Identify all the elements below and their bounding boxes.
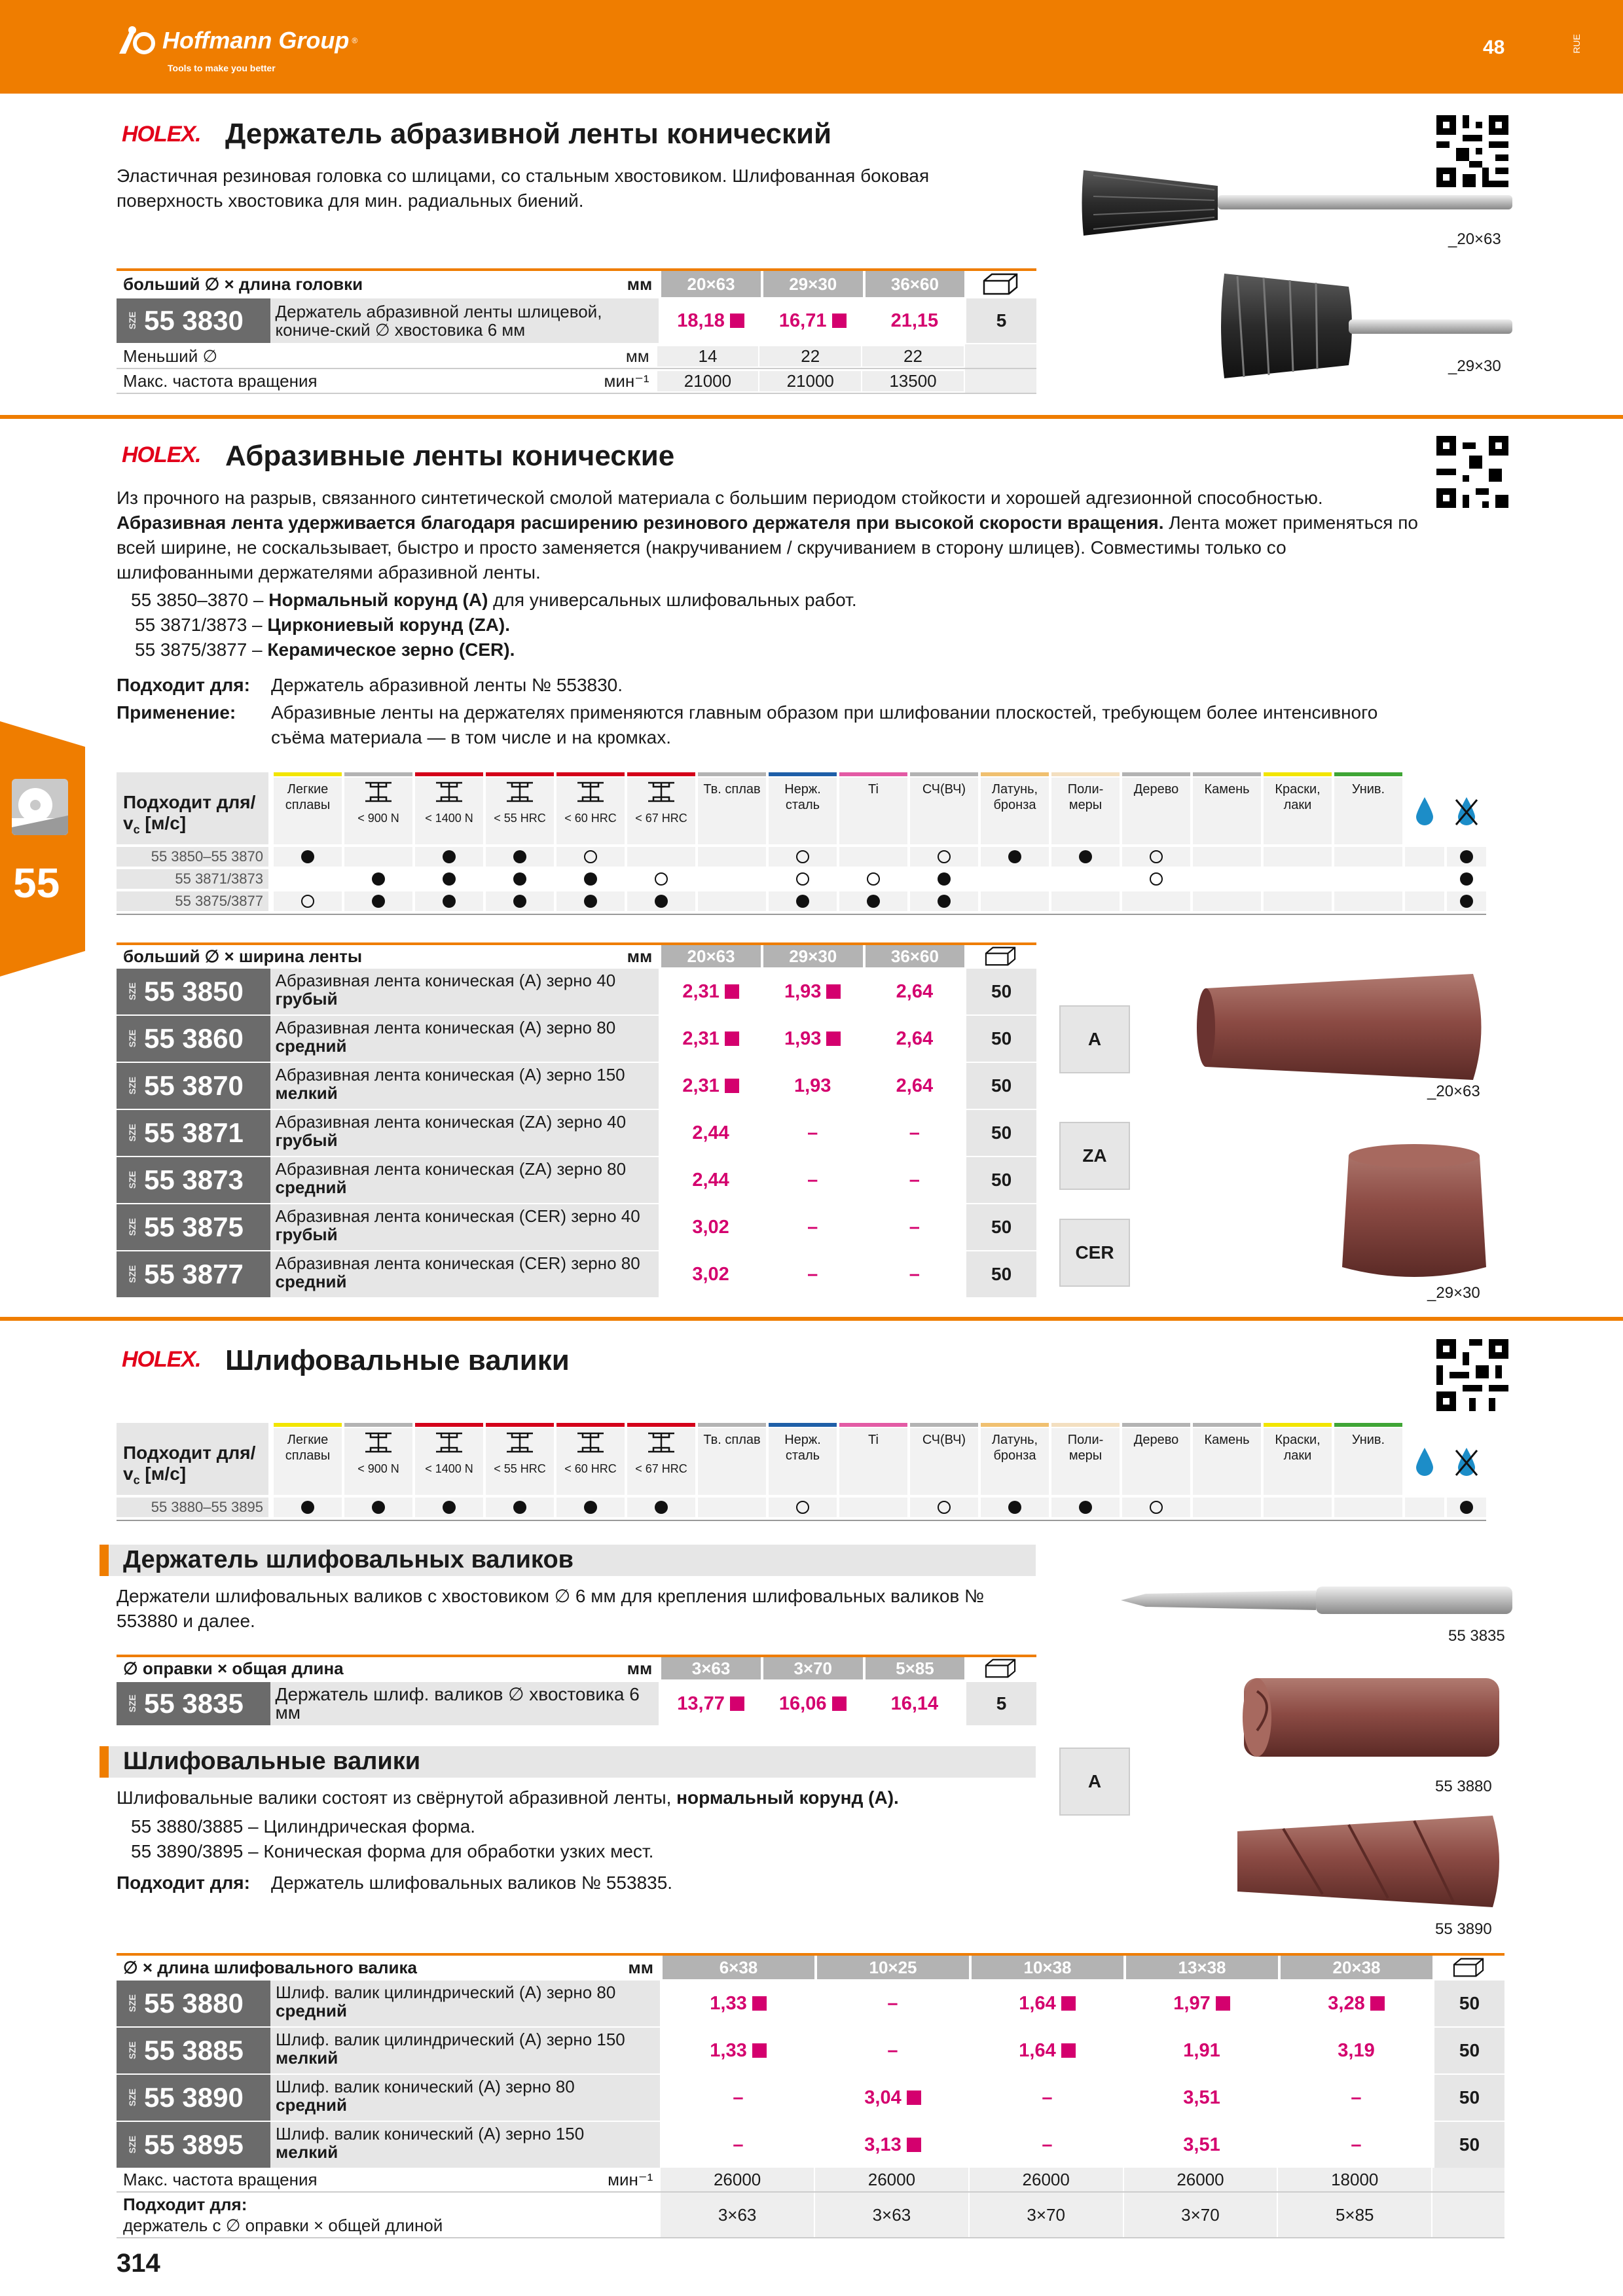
- price: –: [761, 1204, 863, 1250]
- product-desc: Абразивная лента коническая (ZA) зерно 80 средний: [270, 1157, 659, 1203]
- matrix-cell: [1264, 869, 1332, 889]
- matrix-cell: [981, 891, 1049, 911]
- product-code: SZE 55 3871: [117, 1110, 270, 1156]
- product-code: SZE 55 3895: [117, 2122, 270, 2168]
- matrix-cell: [981, 1498, 1049, 1517]
- matrix-col-header: Тв. сплав: [698, 1428, 766, 1495]
- matrix-col-header: Легкие сплавы: [274, 778, 342, 844]
- matrix-cell: [1193, 1498, 1261, 1517]
- product-code: SZE 55 3870: [117, 1063, 270, 1109]
- matrix-col-header: < 900 N: [344, 1428, 412, 1495]
- matrix-cell: [698, 847, 766, 867]
- roll-holder-image: [1120, 1577, 1512, 1626]
- price: 1,91: [1123, 2028, 1278, 2073]
- abrasive-band-image-1: [1192, 969, 1493, 1090]
- price: 3,02: [659, 1204, 761, 1250]
- steel-beam-icon: [647, 781, 676, 802]
- matrix-cell: [910, 891, 978, 911]
- price: –: [761, 1251, 863, 1297]
- product-desc: Абразивная лента коническая (A) зерно 40 грубый: [270, 969, 659, 1014]
- price: 21,15: [863, 298, 965, 343]
- steel-beam-icon: [364, 1432, 393, 1453]
- price: 2,31: [659, 1063, 761, 1109]
- pack-qty: 5: [964, 298, 1036, 343]
- material-matrix: [117, 772, 1504, 918]
- matrix-cell: [910, 1498, 978, 1517]
- matrix-cell: [1264, 1498, 1332, 1517]
- price: 18,18: [659, 298, 761, 343]
- product-desc: Держатель шлиф. валиков ∅ хвостовика 6 мм: [270, 1682, 659, 1725]
- pack-qty: 50: [1432, 1981, 1504, 2026]
- matrix-col-header: < 1400 N: [415, 1428, 483, 1495]
- matrix-cell: [1193, 847, 1261, 867]
- product-row[interactable]: [117, 1016, 1036, 1062]
- matrix-cell: [910, 869, 978, 889]
- matrix-col-header: < 60 HRC: [556, 1428, 625, 1495]
- price: 3,28: [1278, 1981, 1432, 2026]
- pack-qty: 50: [964, 969, 1036, 1014]
- pack-qty: 50: [1432, 2028, 1504, 2073]
- price: 16,71: [761, 298, 863, 343]
- matrix-cell: [556, 847, 625, 867]
- matrix-cell: [769, 869, 837, 889]
- package-icon: [964, 1659, 1036, 1678]
- section1-title: Держатель абразивной ленты конический: [225, 118, 832, 150]
- price: –: [863, 1251, 965, 1297]
- matrix-cell: [344, 869, 412, 889]
- product-row[interactable]: [117, 1251, 1036, 1297]
- price: 1,93: [761, 1016, 863, 1062]
- section2-list: 55 3850–3870 – Нормальный корунд (A) для универсальных шлифовальных работ. 55 3871/3873 – Циркониевый корунд (ZA). 55 3875/3877 – Керамическое зерно (CER).: [131, 590, 857, 660]
- matrix-cell: [1264, 891, 1332, 911]
- fit-row: Подходит для: держатель с ∅ оправки × общей длиной 3×63 3×63 3×70 3×70 5×85: [117, 2193, 1504, 2238]
- matrix-cell: [274, 847, 342, 867]
- price: 3,13: [814, 2122, 969, 2168]
- table3-header: ∅ оправки × общая длина мм 3×63 3×70 5×85: [117, 1657, 1036, 1679]
- holex-logo: HOLEX.: [122, 122, 201, 147]
- band-image-label-2: _29×30: [1427, 1284, 1480, 1302]
- dry-icon: [1447, 1428, 1486, 1495]
- brand-name: Hoffmann Group: [162, 27, 350, 54]
- product-row[interactable]: [117, 2075, 1504, 2121]
- table1-header: больший ∅ × длина головки мм 20×63 29×30 36×60: [117, 271, 1036, 297]
- matrix-col-header: Унив.: [1334, 1428, 1402, 1495]
- matrix-cell: [769, 1498, 837, 1517]
- matrix-cell: [415, 891, 483, 911]
- matrix-cell: [274, 891, 342, 911]
- section2-title: Абразивные ленты конические: [225, 440, 675, 472]
- matrix-cell: [274, 869, 342, 889]
- pack-qty: 50: [964, 1204, 1036, 1250]
- matrix-cell: [627, 891, 695, 911]
- matrix-cell: [839, 847, 907, 867]
- matrix-cell: [698, 1498, 766, 1517]
- price: 1,33: [660, 2028, 814, 2073]
- product-row[interactable]: [117, 1110, 1036, 1156]
- price: 3,02: [659, 1251, 761, 1297]
- steel-beam-icon: [576, 781, 605, 802]
- price: –: [969, 2075, 1123, 2121]
- price: –: [814, 1981, 969, 2026]
- product-row[interactable]: [117, 2028, 1504, 2073]
- hoffmann-logo-icon: [117, 25, 158, 56]
- grain-badge-cer: CER: [1059, 1219, 1130, 1287]
- price: 3,51: [1123, 2075, 1278, 2121]
- product-code: SZE 55 3885: [117, 2028, 270, 2073]
- matrix-col-header: Дерево: [1122, 1428, 1190, 1495]
- steel-beam-icon: [364, 781, 393, 802]
- product-desc: Держатель абразивной ленты шлицевой, кониче-ский ∅ хвостовика 6 мм: [270, 298, 659, 343]
- product-desc: Шлиф. валик цилиндрический (A) зерно 150 мелкий: [270, 2028, 660, 2073]
- matrix-cell: [486, 869, 554, 889]
- rolls-list: 55 3880/3885 – Цилиндрическая форма. 55 3890/3895 – Коническая форма для обработки узких мест.: [131, 1816, 654, 1861]
- matrix-cell: [344, 1498, 412, 1517]
- product-desc: Абразивная лента коническая (CER) зерно 80 средний: [270, 1251, 659, 1297]
- matrix-cell: [556, 1498, 625, 1517]
- matrix-cell: [627, 869, 695, 889]
- matrix-cell: [344, 891, 412, 911]
- section2-application: Применение: Абразивные ленты на держателях применяются главным образом при шлифовании плоскостей, требующем более интенсивного съёма материала — в том числе и на кромках.: [117, 702, 1378, 747]
- roll-image-conical: [1231, 1809, 1506, 1917]
- matrix-col-header: СЧ(ВЧ): [910, 778, 978, 844]
- product-desc: Абразивная лента коническая (A) зерно 150 мелкий: [270, 1063, 659, 1109]
- matrix-col-header: Латунь, бронза: [981, 1428, 1049, 1495]
- matrix-cell: [1122, 847, 1190, 867]
- matrix-cell: [627, 847, 695, 867]
- matrix-cell: [1051, 847, 1120, 867]
- matrix-col-header: Камень: [1193, 1428, 1261, 1495]
- price: 2,64: [863, 1063, 965, 1109]
- roll-image-cylindrical: [1237, 1665, 1506, 1773]
- price: 3,04: [814, 2075, 969, 2121]
- wet-icon: [1405, 778, 1444, 844]
- price: –: [863, 1110, 965, 1156]
- dry-icon: [1447, 778, 1486, 844]
- grain-badge-a: A: [1059, 1748, 1130, 1816]
- page-number-bottom: 314: [117, 2249, 160, 2278]
- matrix-col-header: Поли-меры: [1051, 778, 1120, 844]
- product-row[interactable]: [117, 969, 1036, 1014]
- matrix-col-header: Камень: [1193, 778, 1261, 844]
- pack-qty: 50: [964, 1110, 1036, 1156]
- pack-qty: 50: [964, 1157, 1036, 1203]
- price: 1,93: [761, 969, 863, 1014]
- product-desc: Шлиф. валик конический (A) зерно 80 средний: [270, 2075, 660, 2121]
- matrix-cell: [1193, 891, 1261, 911]
- price: 2,44: [659, 1157, 761, 1203]
- section-divider: [0, 1317, 1623, 1321]
- price: –: [761, 1110, 863, 1156]
- matrix-cell: [839, 891, 907, 911]
- product-row[interactable]: [117, 1981, 1504, 2026]
- qr-code-icon[interactable]: [1436, 436, 1508, 508]
- matrix-cell: [1193, 869, 1261, 889]
- holder-text: Держатели шлифовальных валиков с хвостовиком ∅ 6 мм для крепления шлифовальных валиков № 553880 и далее.: [117, 1586, 985, 1631]
- matrix-col-header: Ti: [839, 778, 907, 844]
- matrix-cell: [1051, 891, 1120, 911]
- price: 1,93: [761, 1063, 863, 1109]
- pack-qty: 50: [1432, 2075, 1504, 2121]
- table1-product-row[interactable]: [117, 298, 1036, 343]
- holder-product-row[interactable]: [117, 1682, 1036, 1725]
- price: 1,33: [660, 1981, 814, 2026]
- matrix-row-label: 55 3871/3873: [117, 869, 268, 889]
- steel-beam-icon: [435, 1432, 464, 1453]
- price: 3,51: [1123, 2122, 1278, 2168]
- lang-code: RUE: [1571, 34, 1582, 54]
- package-icon: [964, 946, 1036, 966]
- matrix-col-header: Краски, лаки: [1264, 1428, 1332, 1495]
- rolls-fits: Подходит для: Держатель шлифовальных валиков № 553835.: [117, 1873, 673, 1893]
- matrix-cell: [556, 891, 625, 911]
- price: –: [660, 2075, 814, 2121]
- holex-logo: HOLEX.: [122, 1347, 201, 1372]
- matrix-cell: [556, 869, 625, 889]
- matrix-cell: [1122, 869, 1190, 889]
- product-desc: Абразивная лента коническая (ZA) зерно 40 грубый: [270, 1110, 659, 1156]
- matrix-col-header: Латунь, бронза: [981, 778, 1049, 844]
- product-row[interactable]: [117, 2122, 1504, 2168]
- steel-beam-icon: [505, 1432, 534, 1453]
- product-row[interactable]: [117, 1157, 1036, 1203]
- matrix-col-header: Унив.: [1334, 778, 1402, 844]
- matrix-cell: [769, 891, 837, 911]
- matrix-cell: [981, 869, 1049, 889]
- rolls-heading: Шлифовальные валики: [123, 1748, 421, 1775]
- matrix-col-header: Краски, лаки: [1264, 778, 1332, 844]
- matrix-cell: [627, 1498, 695, 1517]
- matrix-cell: [981, 847, 1049, 867]
- product-desc: Абразивная лента коническая (CER) зерно 40 грубый: [270, 1204, 659, 1250]
- pack-qty: 50: [964, 1063, 1036, 1109]
- product-code: SZE 55 3880: [117, 1981, 270, 2026]
- matrix-row-label: 55 3880–55 3895: [117, 1498, 268, 1517]
- product-code: SZE 55 3830: [117, 298, 270, 343]
- speed-row: Макс. частота вращения мин⁻¹ 26000 26000 26000 26000 18000: [117, 2168, 1504, 2193]
- product-code: SZE 55 3875: [117, 1204, 270, 1250]
- matrix-col-header: < 55 HRC: [486, 1428, 554, 1495]
- steel-beam-icon: [505, 781, 534, 802]
- material-matrix: [117, 1423, 1504, 1524]
- matrix-row-label: 55 3875/3877: [117, 891, 268, 911]
- matrix-col-header: Легкие сплавы: [274, 1428, 342, 1495]
- pack-qty: 50: [964, 1251, 1036, 1297]
- matrix-cell: [1334, 847, 1402, 867]
- rolls-text: Шлифовальные валики состоят из свёрнутой абразивной ленты, нормальный корунд (A).: [117, 1787, 899, 1808]
- price: 1,97: [1123, 1981, 1278, 2026]
- matrix-cell: [415, 1498, 483, 1517]
- price: 3,19: [1278, 2028, 1432, 2073]
- matrix-col-header: < 67 HRC: [627, 778, 695, 844]
- wet-icon: [1405, 1428, 1444, 1495]
- qr-code-icon[interactable]: [1436, 1339, 1508, 1411]
- holder-image-label: 55 3835: [1448, 1627, 1505, 1645]
- holder-image-label-1: _20×63: [1448, 230, 1501, 248]
- package-icon: [1432, 1958, 1504, 1977]
- matrix-cell: [1334, 891, 1402, 911]
- grain-badge-za: ZA: [1059, 1122, 1130, 1190]
- matrix-cell: [1051, 869, 1120, 889]
- matrix-cell: [274, 1498, 342, 1517]
- price: –: [814, 2028, 969, 2073]
- price: –: [1278, 2122, 1432, 2168]
- section2-fits: Подходит для: Держатель абразивной ленты № 553830.: [117, 675, 623, 695]
- matrix-col-header: Нерж. сталь: [769, 1428, 837, 1495]
- matrix-cell: [910, 847, 978, 867]
- matrix-col-header: Нерж. сталь: [769, 778, 837, 844]
- section3-title: Шлифовальные валики: [225, 1344, 570, 1376]
- price: 2,44: [659, 1110, 761, 1156]
- price: 1,64: [969, 2028, 1123, 2073]
- package-icon: [964, 273, 1036, 295]
- matrix-col-header: < 60 HRC: [556, 778, 625, 844]
- holder-heading: Держатель шлифовальных валиков: [123, 1546, 574, 1573]
- matrix-col-header: < 67 HRC: [627, 1428, 695, 1495]
- price: –: [660, 2122, 814, 2168]
- holder-image-large: [1080, 157, 1512, 252]
- matrix-title: Подходит для/ $v_c$ [м/с]: [123, 792, 256, 836]
- pack-qty: 50: [1432, 2122, 1504, 2168]
- grain-badge-a: A: [1059, 1005, 1130, 1073]
- rolls-table: [117, 1956, 1504, 2238]
- section2-intro: Из прочного на разрыв, связанного синтетической смолой материала с большим периодом стойкости и хорошей адгезионной способностью. Абразивная лента удерживается благодаря расширению резинового держателя при высокой скорости вращения. Лента может применяться по всей ширине, не соскальзывает, быстро и просто заменяется (накручиванием / скручиванием в сторону шлицев). Совместимы только со шлифованными держателями абразивной ленты.: [117, 488, 1418, 583]
- pack-qty: 5: [964, 1682, 1036, 1725]
- product-code: SZE 55 3850: [117, 969, 270, 1014]
- grinding-icon: [12, 779, 68, 835]
- matrix-cell: [486, 847, 554, 867]
- matrix-col-header: < 1400 N: [415, 778, 483, 844]
- price: –: [969, 2122, 1123, 2168]
- matrix-cell: [839, 1498, 907, 1517]
- matrix-cell: [839, 869, 907, 889]
- matrix-row-label: 55 3850–55 3870: [117, 847, 268, 867]
- product-code: SZE 55 3873: [117, 1157, 270, 1203]
- price: –: [761, 1157, 863, 1203]
- brand-tagline: Tools to make you better: [168, 63, 276, 73]
- steel-beam-icon: [576, 1432, 605, 1453]
- price: –: [863, 1157, 965, 1203]
- holex-logo: HOLEX.: [122, 442, 201, 467]
- matrix-cell: [415, 869, 483, 889]
- matrix-cell: [1122, 891, 1190, 911]
- table2-rows: [117, 969, 1036, 1299]
- holder-image-label-2: _29×30: [1448, 357, 1501, 375]
- matrix-cell: [1334, 1498, 1402, 1517]
- price: 16,14: [863, 1682, 965, 1725]
- product-desc: Шлиф. валик конический (A) зерно 150 мелкий: [270, 2122, 660, 2168]
- matrix-cell: [1334, 869, 1402, 889]
- matrix-col-header: Дерево: [1122, 778, 1190, 844]
- price: 16,06: [761, 1682, 863, 1725]
- product-code: SZE 55 3877: [117, 1251, 270, 1297]
- matrix-cell: [486, 891, 554, 911]
- product-row[interactable]: [117, 1063, 1036, 1109]
- product-desc: Шлиф. валик цилиндрический (A) зерно 80 средний: [270, 1981, 660, 2026]
- matrix-title: Подходит для/ $v_c$ [м/с]: [123, 1443, 256, 1487]
- product-code: SZE 55 3860: [117, 1016, 270, 1062]
- product-desc: Абразивная лента коническая (A) зерно 80 средний: [270, 1016, 659, 1062]
- page-number-top: 48: [1483, 37, 1505, 58]
- product-row[interactable]: [117, 1204, 1036, 1250]
- roll-image-label-1: 55 3880: [1435, 1778, 1492, 1795]
- matrix-cell: [344, 847, 412, 867]
- matrix-col-header: Ti: [839, 1428, 907, 1495]
- section-divider: [0, 415, 1623, 419]
- price: 2,31: [659, 1016, 761, 1062]
- roll-image-label-2: 55 3890: [1435, 1920, 1492, 1938]
- price: 1,64: [969, 1981, 1123, 2026]
- matrix-cell: [486, 1498, 554, 1517]
- side-tab-number: 55: [13, 859, 60, 906]
- abrasive-band-image-2: [1336, 1136, 1493, 1290]
- matrix-cell: [415, 847, 483, 867]
- table4-header: ∅ × длина шлифовального валика мм 6×38 10×25 10×38 13×38 20×38: [117, 1956, 1504, 1979]
- matrix-cell: [1264, 847, 1332, 867]
- price: –: [863, 1204, 965, 1250]
- matrix-col-header: < 900 N: [344, 778, 412, 844]
- table1-extra-rows: Меньший ∅ мм 14 22 22 Макс. частота вращения мин⁻¹ 21000 21000 13500: [117, 344, 1036, 394]
- table2-header: больший ∅ × ширина ленты мм 20×63 29×30 36×60: [117, 945, 1036, 967]
- product-code: SZE 55 3890: [117, 2075, 270, 2121]
- matrix-cell: [1051, 1498, 1120, 1517]
- matrix-cell: [698, 891, 766, 911]
- steel-beam-icon: [435, 781, 464, 802]
- price: 13,77: [659, 1682, 761, 1725]
- matrix-col-header: СЧ(ВЧ): [910, 1428, 978, 1495]
- price: 2,31: [659, 969, 761, 1014]
- matrix-col-header: Поли-меры: [1051, 1428, 1120, 1495]
- matrix-cell: [1122, 1498, 1190, 1517]
- matrix-cell: [769, 847, 837, 867]
- brand-logo: Hoffmann Group ®: [117, 25, 357, 56]
- pack-qty: 50: [964, 1016, 1036, 1062]
- band-image-label-1: _20×63: [1427, 1083, 1480, 1100]
- price: –: [1278, 2075, 1432, 2121]
- matrix-cell: [698, 869, 766, 889]
- matrix-col-header: Тв. сплав: [698, 778, 766, 844]
- side-tab[interactable]: [0, 721, 85, 977]
- product-code: SZE 55 3835: [117, 1682, 270, 1725]
- matrix-col-header: < 55 HRC: [486, 778, 554, 844]
- steel-beam-icon: [647, 1432, 676, 1453]
- section1-text: Эластичная резиновая головка со шлицами, со стальным хвостовиком. Шлифованная боковая поверхность хвостовика для мин. радиальных биений.: [117, 166, 930, 211]
- price: 2,64: [863, 1016, 965, 1062]
- price: 2,64: [863, 969, 965, 1014]
